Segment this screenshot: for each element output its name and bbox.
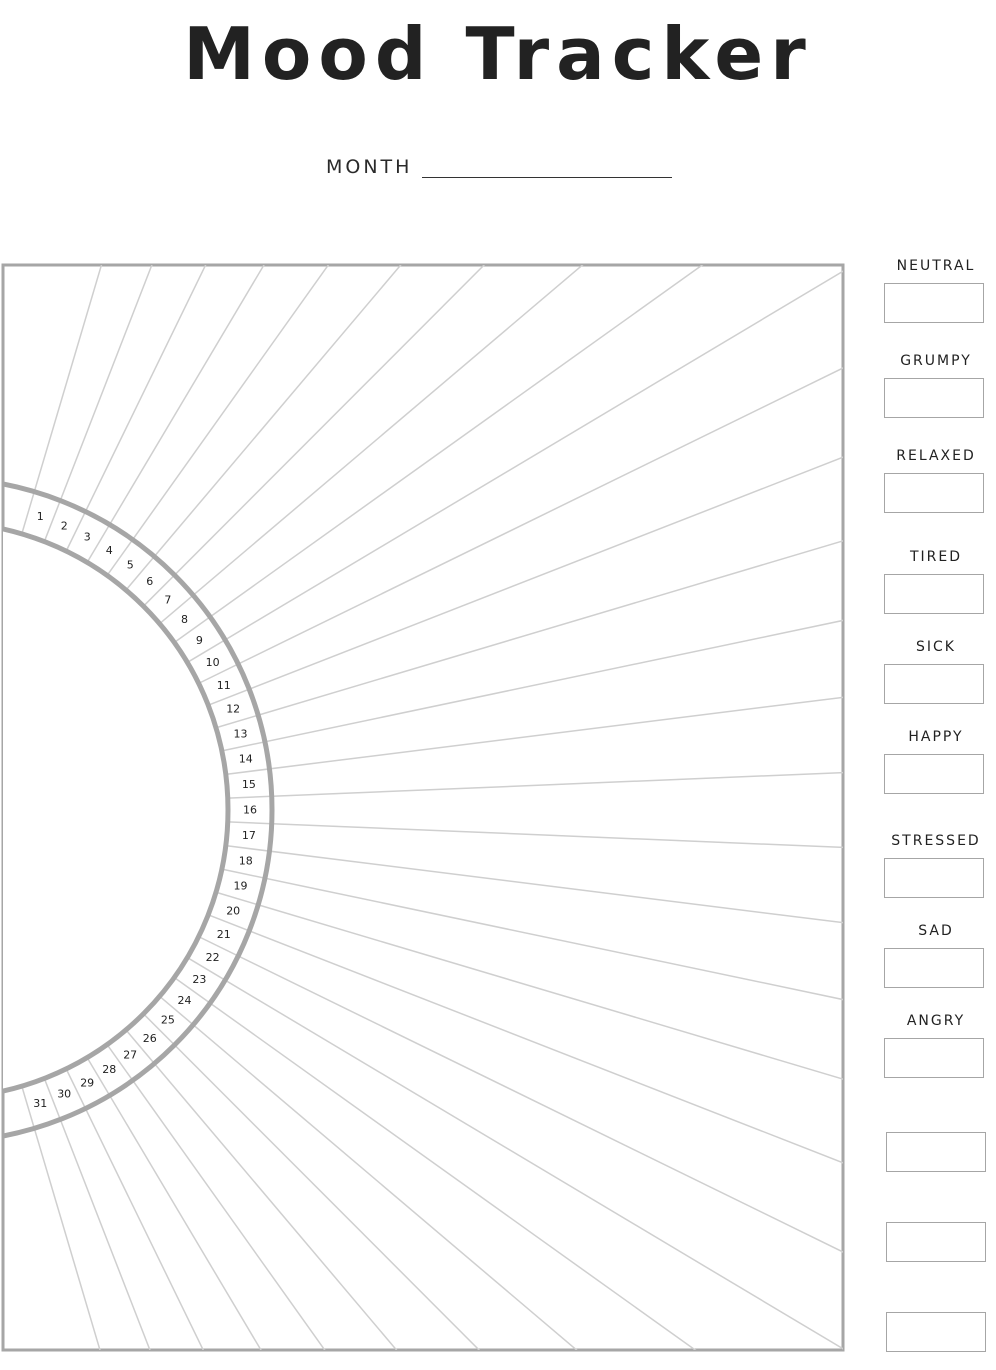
color-swatch-blank[interactable] — [886, 1222, 986, 1262]
day-label-24: 24 — [177, 994, 192, 1008]
day-label-15: 15 — [241, 777, 256, 791]
color-swatch-neutral[interactable] — [884, 283, 984, 323]
legend-label-neutral: NEUTRAL — [896, 258, 976, 274]
day-label-3: 3 — [83, 530, 91, 544]
color-swatch-stressed[interactable] — [884, 858, 984, 898]
day-label-14: 14 — [238, 752, 253, 766]
color-swatch-relaxed[interactable] — [884, 473, 984, 513]
day-label-1: 1 — [36, 510, 44, 524]
month-label: MONTH — [326, 156, 413, 178]
day-label-21: 21 — [216, 928, 231, 942]
legend-label-angry: ANGRY — [906, 1013, 966, 1029]
day-label-29: 29 — [80, 1076, 95, 1090]
color-swatch-angry[interactable] — [884, 1038, 984, 1078]
day-label-22: 22 — [205, 951, 220, 965]
color-swatch-happy[interactable] — [884, 754, 984, 794]
day-label-18: 18 — [238, 854, 253, 868]
day-label-12: 12 — [226, 702, 241, 716]
day-label-13: 13 — [233, 727, 248, 741]
day-label-26: 26 — [142, 1031, 157, 1045]
day-label-30: 30 — [57, 1087, 72, 1101]
day-label-2: 2 — [60, 519, 68, 533]
legend-label-relaxed: RELAXED — [896, 448, 976, 464]
day-label-7: 7 — [164, 593, 172, 607]
color-swatch-sad[interactable] — [884, 948, 984, 988]
color-swatch-grumpy[interactable] — [884, 378, 984, 418]
day-label-20: 20 — [226, 904, 241, 918]
color-swatch-sick[interactable] — [884, 664, 984, 704]
color-swatch-tired[interactable] — [884, 574, 984, 614]
legend-label-grumpy: GRUMPY — [900, 353, 972, 369]
day-label-16: 16 — [243, 803, 257, 817]
color-swatch-blank[interactable] — [886, 1312, 986, 1352]
day-label-5: 5 — [126, 558, 134, 572]
legend-label-sad: SAD — [918, 923, 954, 939]
day-label-23: 23 — [192, 973, 207, 987]
day-label-9: 9 — [195, 633, 203, 647]
color-swatch-blank[interactable] — [886, 1132, 986, 1172]
day-label-10: 10 — [205, 655, 220, 669]
inner-ring-arc — [0, 519, 228, 1098]
day-label-17: 17 — [241, 829, 256, 843]
day-label-27: 27 — [123, 1048, 138, 1062]
day-label-8: 8 — [181, 612, 188, 626]
page-title: Mood Tracker — [183, 12, 813, 96]
legend-label-stressed: STRESSED — [891, 833, 981, 849]
day-label-28: 28 — [102, 1063, 117, 1077]
day-label-31: 31 — [33, 1096, 48, 1110]
day-label-25: 25 — [160, 1013, 175, 1027]
legend-label-tired: TIRED — [909, 549, 963, 565]
legend-label-sick: SICK — [916, 639, 956, 655]
legend-label-happy: HAPPY — [908, 729, 964, 745]
day-label-6: 6 — [146, 575, 154, 589]
day-label-11: 11 — [216, 678, 231, 692]
day-label-4: 4 — [105, 543, 113, 557]
day-label-19: 19 — [233, 879, 248, 893]
